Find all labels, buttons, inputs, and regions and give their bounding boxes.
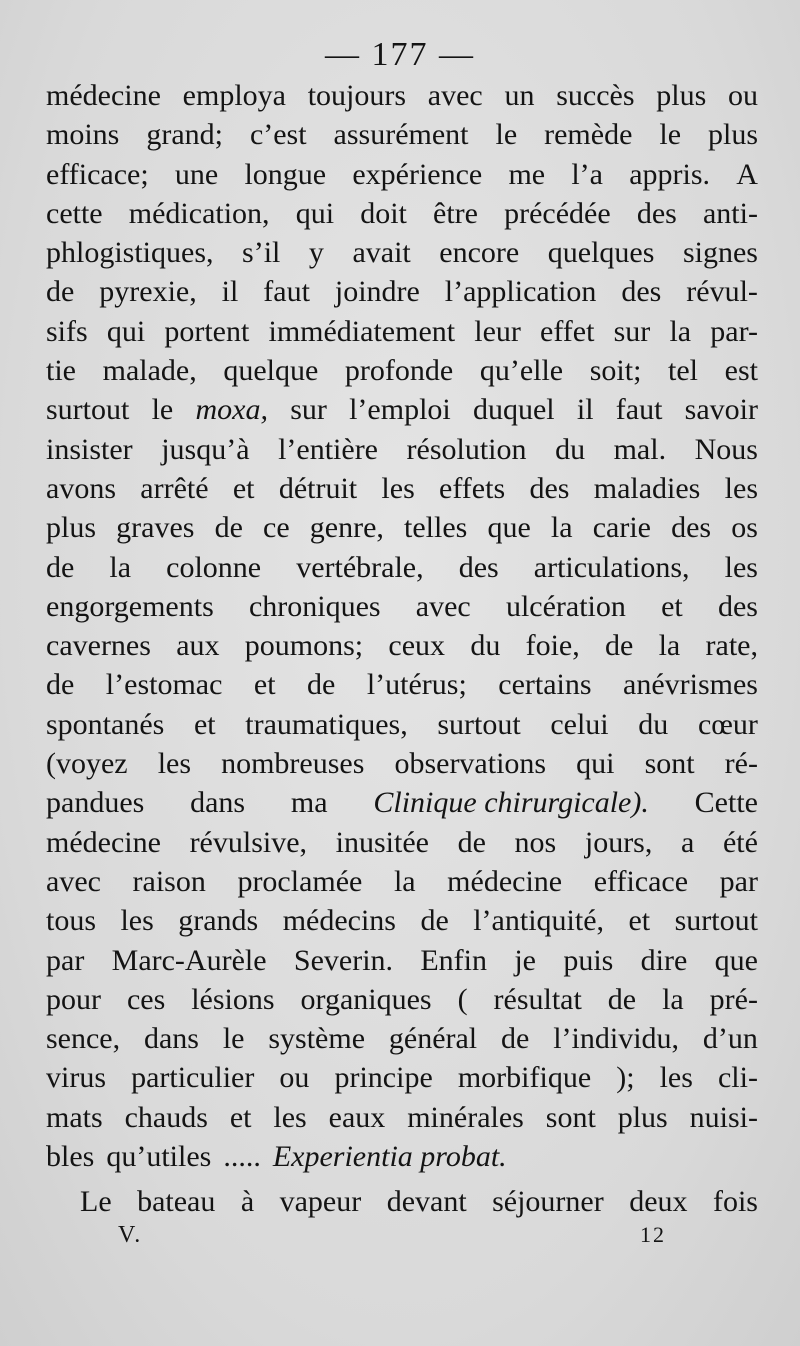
text-line — [46, 351, 758, 390]
text-line — [46, 587, 758, 626]
word: mats — [46, 1100, 103, 1134]
word: est — [724, 354, 758, 388]
word: qui — [106, 314, 146, 348]
word: pour — [46, 982, 101, 1016]
word: employa — [182, 79, 286, 112]
word: de — [501, 1022, 530, 1056]
word: résolution — [406, 432, 527, 466]
text-line — [46, 469, 758, 508]
word: par — [719, 864, 758, 898]
word: jusqu’à — [161, 432, 250, 466]
word: a — [680, 825, 695, 859]
word: sont — [545, 1100, 596, 1134]
word: c’est — [249, 118, 307, 152]
text-line — [46, 1019, 758, 1058]
word: insister — [46, 432, 133, 466]
word: principe — [334, 1061, 433, 1095]
word: virus — [46, 1061, 106, 1095]
text-line — [46, 1182, 758, 1221]
word: genre, — [309, 511, 384, 545]
word: détruit — [278, 471, 358, 505]
word: aux — [176, 629, 220, 663]
word: de — [46, 668, 75, 702]
word: Le — [80, 1185, 112, 1219]
word: été — [722, 825, 758, 859]
word: cette — [46, 196, 103, 230]
word: les — [724, 550, 758, 584]
word: cavernes — [46, 629, 151, 663]
word: me — [508, 157, 546, 191]
word: médication, — [128, 196, 270, 230]
word: avons — [46, 471, 116, 505]
page-number: — 177 — — [325, 36, 475, 73]
word: la — [109, 550, 132, 584]
word: sur — [290, 393, 327, 427]
word: le — [495, 118, 518, 152]
word: ou — [728, 79, 758, 112]
word: précédée — [504, 196, 611, 230]
word: avec — [415, 589, 471, 623]
word: signes — [682, 236, 758, 270]
word: dans — [190, 786, 246, 820]
page-body-text — [46, 76, 758, 1222]
text-line — [46, 76, 758, 115]
word: proclamée — [237, 864, 363, 898]
word: que — [487, 511, 531, 545]
word: tous — [46, 904, 97, 938]
word: des — [529, 471, 570, 505]
word: ou — [279, 1061, 310, 1095]
word: l’a — [571, 157, 603, 191]
word: minérales — [407, 1100, 524, 1134]
word: morbifique — [457, 1061, 592, 1095]
word: tel — [668, 354, 699, 388]
word: surtout — [674, 904, 758, 938]
text-line — [46, 980, 758, 1019]
word: ..... — [223, 1140, 261, 1174]
word: plus — [46, 511, 97, 545]
word: la — [550, 511, 573, 545]
word: sont — [644, 747, 695, 781]
word: foie, — [525, 629, 580, 663]
word: de — [607, 982, 637, 1016]
word: efficace; — [46, 157, 149, 191]
word: rate, — [705, 629, 758, 663]
signature-mark: V. — [118, 1222, 143, 1248]
word: duquel — [472, 393, 555, 427]
word: de — [457, 825, 486, 859]
text-line — [46, 508, 758, 547]
word: sur — [613, 314, 651, 348]
word: de — [214, 511, 243, 545]
text-line — [46, 194, 758, 233]
text-line — [46, 312, 758, 351]
word: qui — [576, 747, 615, 781]
word: avait — [352, 236, 411, 270]
word: le — [151, 393, 174, 427]
word: ); — [616, 1061, 635, 1095]
text-line — [46, 390, 758, 429]
word: du — [470, 629, 501, 663]
word: particulier — [131, 1061, 255, 1095]
word: Severin. — [293, 943, 394, 977]
word: ce — [263, 511, 290, 545]
word: arrêté — [140, 471, 209, 505]
word: les — [724, 471, 758, 505]
word: graves — [116, 511, 195, 545]
word: le — [659, 118, 682, 152]
word: des — [458, 550, 499, 584]
word: quelques — [547, 236, 655, 270]
word: l’estomac — [105, 668, 223, 702]
word: les — [381, 471, 415, 505]
word: plus — [656, 79, 707, 112]
word: carie — [592, 511, 651, 545]
text-line — [46, 430, 758, 469]
text-line — [46, 115, 758, 154]
word: poumons; — [244, 629, 364, 663]
word: d’un — [702, 1022, 758, 1056]
word: soit; — [589, 354, 642, 388]
word: cœur — [697, 707, 758, 741]
text-line — [46, 548, 758, 587]
word: grands — [178, 904, 259, 938]
word: eaux — [328, 1100, 386, 1134]
word: il — [576, 393, 594, 427]
word: et — [229, 1100, 252, 1134]
text-line — [46, 901, 758, 940]
word: portent — [164, 314, 250, 348]
word: assurément — [333, 118, 469, 152]
word: résultat — [493, 982, 582, 1016]
word: et — [253, 668, 276, 702]
word: l’antiquité, — [473, 904, 605, 938]
word: les — [659, 1061, 693, 1095]
word: de — [46, 275, 75, 309]
word: sence, — [46, 1022, 121, 1056]
text-line — [46, 862, 758, 901]
word: une — [174, 157, 219, 191]
word: immédiatement — [268, 314, 456, 348]
text-line — [46, 1098, 758, 1137]
word: grand; — [146, 118, 223, 152]
word: nos — [514, 825, 557, 859]
word: sifs — [46, 314, 88, 348]
word: profonde — [344, 354, 454, 388]
text-line — [46, 705, 758, 744]
word: des — [621, 275, 662, 309]
word: A — [736, 157, 758, 191]
word: os — [731, 511, 758, 545]
word: doit — [360, 196, 407, 230]
word: Nous — [694, 432, 758, 466]
word: spontanés — [46, 707, 165, 741]
word: les — [273, 1100, 307, 1134]
word: certains — [498, 668, 592, 702]
word: y — [308, 236, 324, 270]
word: maladies — [593, 471, 701, 505]
word: la — [393, 864, 416, 898]
word: jours, — [584, 825, 653, 859]
word: des — [717, 589, 758, 623]
text-line — [46, 1137, 758, 1176]
word: avec — [46, 864, 101, 898]
word: moins — [46, 118, 120, 152]
word: phlogistiques, — [46, 236, 214, 270]
word: et — [232, 471, 255, 505]
word: et — [628, 904, 651, 938]
word: le — [222, 1022, 245, 1056]
word: s’il — [242, 236, 281, 270]
word: l’entière — [278, 432, 378, 466]
word: médecins — [282, 904, 396, 938]
word: faut — [263, 275, 310, 309]
word: l’individu, — [553, 1022, 680, 1056]
word: je — [514, 943, 536, 977]
word: ré- — [724, 747, 758, 781]
word: médecine — [447, 864, 563, 898]
word: quelque — [223, 354, 319, 388]
word: joindre — [334, 275, 420, 309]
text-line — [46, 823, 758, 862]
word: des — [671, 511, 712, 545]
word: qui — [295, 196, 335, 230]
word: dire — [640, 943, 688, 977]
word: tie — [46, 354, 76, 388]
word: à — [240, 1185, 255, 1219]
word: longue — [244, 157, 327, 191]
word: être — [433, 196, 478, 230]
word: engorgements — [46, 589, 214, 623]
word: de — [46, 550, 75, 584]
word: plus — [617, 1100, 668, 1134]
word: séjourner — [492, 1185, 604, 1219]
word: efficace — [593, 864, 689, 898]
word: la — [658, 629, 681, 663]
word: l’application — [444, 275, 597, 309]
word: du — [555, 432, 586, 466]
word: Clinique chirurgicale). — [373, 786, 649, 820]
word: un — [504, 79, 535, 112]
word: par — [46, 943, 85, 977]
sheet-number: 12 — [640, 1222, 666, 1247]
word: organiques — [300, 982, 432, 1016]
word: fois — [712, 1185, 758, 1219]
word: que — [714, 943, 758, 977]
word: Marc-Aurèle — [111, 943, 267, 977]
word: chroniques — [248, 589, 381, 623]
word: général — [388, 1022, 478, 1056]
text-line — [46, 783, 758, 822]
word: nuisi- — [689, 1100, 758, 1134]
word: surtout — [437, 707, 521, 741]
word: vapeur — [279, 1185, 362, 1219]
word: ulcération — [505, 589, 626, 623]
word: leur — [474, 314, 521, 348]
word: pyrexie, — [99, 275, 197, 309]
word: succès — [556, 79, 635, 112]
word: devant — [386, 1185, 467, 1219]
word: qu’elle — [479, 354, 564, 388]
word: faut — [615, 393, 663, 427]
word: malade, — [102, 354, 197, 388]
word: moxa, — [195, 393, 268, 427]
word: et — [193, 707, 216, 741]
word: il — [221, 275, 239, 309]
text-line — [46, 665, 758, 704]
word: surtout — [46, 393, 130, 427]
word: Experientia probat. — [272, 1140, 507, 1174]
word: et — [661, 589, 683, 623]
word: les — [120, 904, 154, 938]
word: anti- — [702, 196, 758, 230]
word: médecine — [46, 825, 161, 859]
word: les — [157, 747, 192, 781]
word: ( — [457, 982, 468, 1016]
word: articulations, — [533, 550, 690, 584]
text-line — [46, 272, 758, 311]
word: par- — [710, 314, 758, 348]
text-line — [46, 233, 758, 272]
word: avec — [427, 79, 483, 112]
word: bles — [46, 1140, 95, 1174]
word: lésions — [191, 982, 275, 1016]
word: remède — [544, 118, 633, 152]
word: effet — [540, 314, 595, 348]
word: (voyez — [46, 747, 128, 781]
word: pandues — [46, 786, 145, 820]
word: puis — [563, 943, 614, 977]
word: la — [662, 982, 684, 1016]
word: encore — [439, 236, 520, 270]
word: colonne — [166, 550, 262, 584]
word: médecine — [46, 79, 161, 112]
word: traumatiques, — [245, 707, 408, 741]
word: raison — [132, 864, 206, 898]
word: mal. — [613, 432, 667, 466]
word: ceux — [388, 629, 446, 663]
word: l’utérus; — [366, 668, 467, 702]
word: révulsive, — [189, 825, 308, 859]
word: système — [268, 1022, 366, 1056]
word: révul- — [686, 275, 758, 309]
word: l’emploi — [349, 393, 451, 427]
word: qu’utiles — [106, 1140, 212, 1174]
word: de — [420, 904, 449, 938]
word: des — [636, 196, 677, 230]
word: appris. — [629, 157, 711, 191]
text-line — [46, 744, 758, 783]
word: de — [307, 668, 336, 702]
word: observations — [394, 747, 547, 781]
word: vertébrale, — [296, 550, 424, 584]
word: savoir — [684, 393, 758, 427]
word: deux — [629, 1185, 688, 1219]
word: Enfin — [420, 943, 488, 977]
word: telles — [404, 511, 468, 545]
text-line — [46, 1058, 758, 1097]
word: effets — [439, 471, 506, 505]
word: du — [638, 707, 669, 741]
word: cli- — [717, 1061, 758, 1095]
word: de — [605, 629, 634, 663]
word: anévrismes — [623, 668, 758, 702]
text-line — [46, 626, 758, 665]
word: plus — [707, 118, 758, 152]
word: pré- — [709, 982, 758, 1016]
word: inusitée — [335, 825, 429, 859]
word: Cette — [694, 786, 758, 820]
word: toujours — [307, 79, 407, 112]
text-line — [46, 155, 758, 194]
word: ma — [290, 786, 328, 820]
word: ces — [126, 982, 166, 1016]
text-line — [46, 941, 758, 980]
word: chauds — [124, 1100, 208, 1134]
word: celui — [550, 707, 609, 741]
word: bateau — [137, 1185, 216, 1219]
word: dans — [143, 1022, 199, 1056]
word: nombreuses — [221, 747, 365, 781]
word: la — [669, 314, 692, 348]
word: expérience — [352, 157, 483, 191]
